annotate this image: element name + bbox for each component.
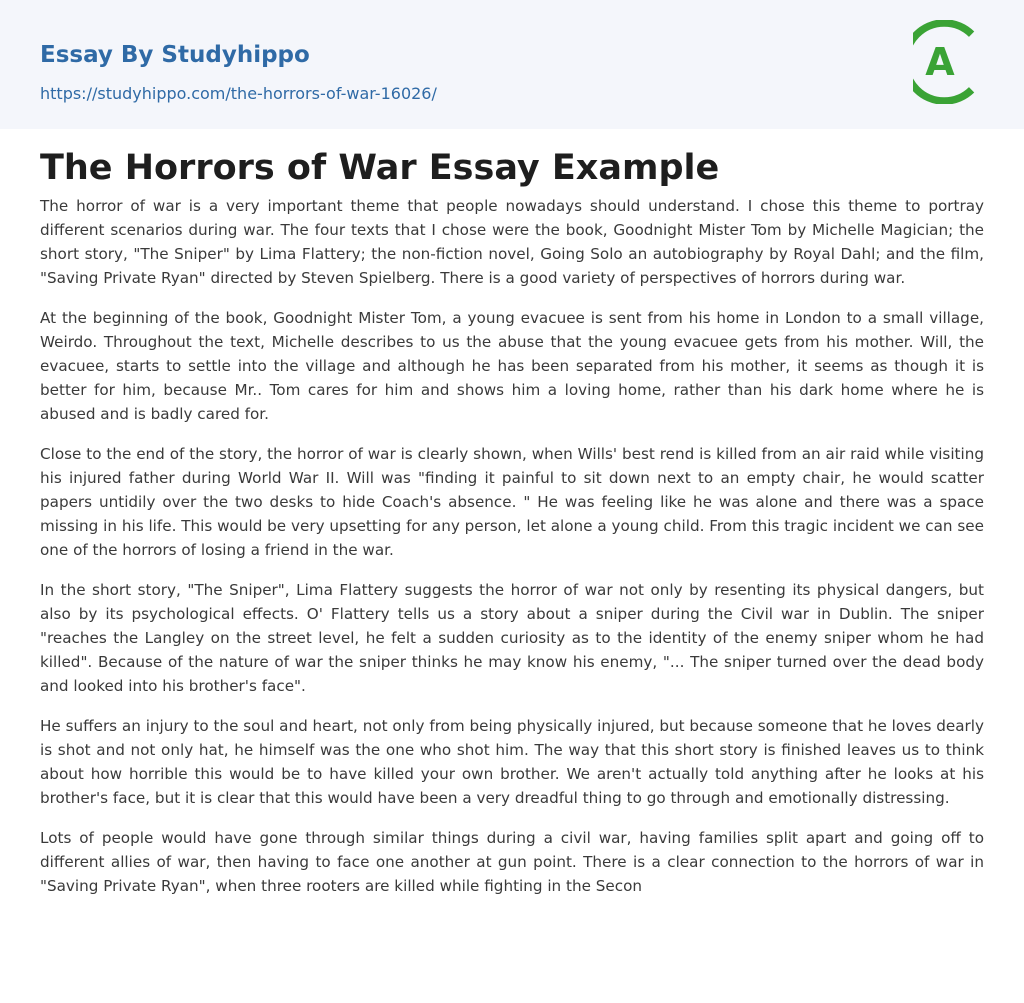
page-title: The Horrors of War Essay Example	[40, 148, 720, 188]
essay-paragraph: Lots of people would have gone through similar things during a civil war, having families split apart and going off to different allies of war, then having to face one another at gun point. There is a clear connection to the horrors of war in "Saving Private Ryan", when three rooters are killed while fighting in the Secon	[40, 829, 984, 895]
studyhippo-logo[interactable]	[913, 20, 985, 104]
essay-paragraph: The horror of war is a very important theme that people nowadays should understand. I chose this theme to portray different scenarios during war. The four texts that I chose were the book, Goodnight Mister Tom by Michelle Magician; the short story, "The Sniper" by Lima Flattery; the non-fiction novel, Going Solo an autobiography by Royal Dahl; and the film, "Saving Private Ryan" directed by Steven Spielberg. There is a good variety of perspectives of horrors during war.	[40, 197, 984, 287]
logo-letter: A	[925, 40, 955, 84]
essay-paragraph: Close to the end of the story, the horror of war is clearly shown, when Wills' best rend is killed from an air raid while visiting his injured father during World War II. Will was "finding it painful to sit down next to an empty chair, he would scatter papers untidily over the two desks to hide Coach's absence. " He was feeling like he was alone and there was a space missing in his life. This would be very upsetting for any person, let alone a young child. From this tragic incident we can see one of the horrors of losing a friend in the war.	[40, 445, 984, 559]
essay-paragraph: At the beginning of the book, Goodnight Mister Tom, a young evacuee is sent from his home in London to a small village, Weirdo. Throughout the text, Michelle describes to us the abuse that the young evacuee gets from his mother. Will, the evacuee, starts to settle into the village and although he has been separated from his mother, it seems as though it is better for him, because Mr.. Tom cares for him and shows him a loving home, rather than his dark home where he is abused and is badly cared for.	[40, 309, 984, 423]
essay-paragraph: In the short story, "The Sniper", Lima Flattery suggests the horror of war not only by resenting its physical dangers, but also by its psychological effects. O' Flattery tells us a story about a sniper during the Civil war in Dublin. The sniper "reaches the Langley on the street level, he felt a sudden curiosity as to the identity of the enemy sniper whom he had killed". Because of the nature of war the sniper thinks he may know his enemy, "... The sniper turned over the dead body and looked into his brother's face".	[40, 581, 984, 695]
brand-title[interactable]: Essay By Studyhippo	[40, 42, 310, 68]
essay-paragraph: He suffers an injury to the soul and heart, not only from being physically injured, but because someone that he loves dearly is shot and not only hat, he himself was the one who shot him. The way that this short story is finished leaves us to think about how horrible this would be to have killed your own brother. We aren't actually told anything after he looks at his brother's face, but it is clear that this would have been a very dreadful thing to go through and emotionally distressing.	[40, 717, 984, 807]
site-header	[0, 0, 1024, 129]
essay-url-link[interactable]: https://studyhippo.com/the-horrors-of-war-16026/	[40, 84, 437, 103]
essay-body	[40, 194, 984, 914]
